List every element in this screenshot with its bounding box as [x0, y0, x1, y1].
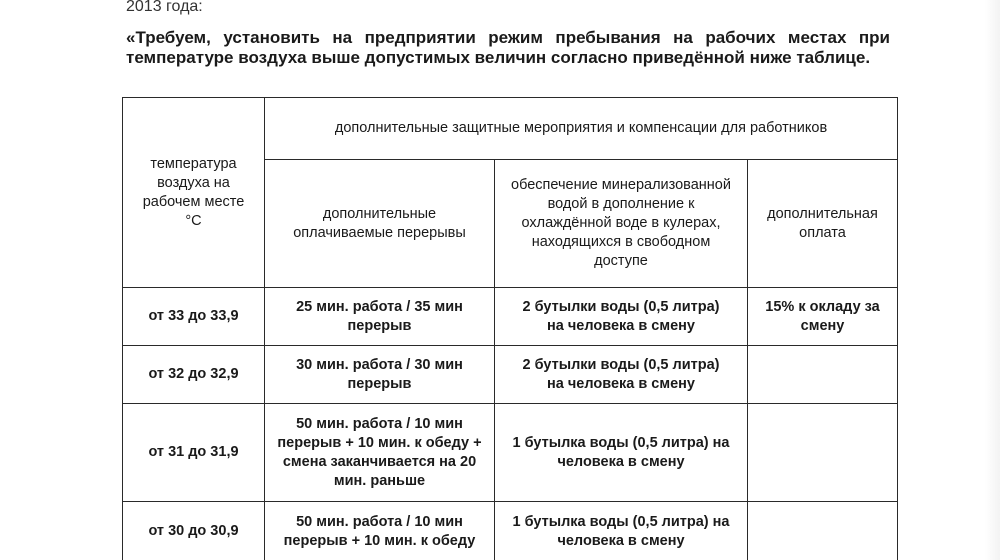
temp-cell: от 30 до 30,9 [123, 502, 265, 560]
table-header-row [123, 98, 898, 160]
date-fragment: 2013 года: [126, 0, 203, 15]
compensation-table [122, 97, 898, 560]
measures-group-header: дополнительные защитные мероприятия и компенсации для работников [265, 98, 898, 160]
table-row [123, 502, 898, 560]
pay-cell: 15% к окладу за смену [748, 288, 898, 346]
breaks-column-header: дополнительные оплачиваемые перерывы [265, 160, 495, 288]
breaks-cell: 30 мин. работа / 30 мин перерыв [265, 346, 495, 404]
pay-column-header: дополнительная оплата [748, 160, 898, 288]
breaks-cell: 25 мин. работа / 35 мин перерыв [265, 288, 495, 346]
pay-cell [748, 502, 898, 560]
table-row [123, 288, 898, 346]
water-cell: 1 бутылка воды (0,5 литра) на человека в смену [495, 502, 748, 560]
water-cell: 2 бутылки воды (0,5 литра) на человека в смену [495, 288, 748, 346]
table-row [123, 346, 898, 404]
temp-cell: от 31 до 31,9 [123, 404, 265, 502]
temp-column-header: температура воздуха на рабочем месте °С [123, 98, 265, 288]
water-cell: 2 бутылки воды (0,5 литра) на человека в смену [495, 346, 748, 404]
temp-cell: от 32 до 32,9 [123, 346, 265, 404]
water-column-header: обеспечение минерализованной водой в дополнение к охлаждённой воде в кулерах, находящихся в свободном доступе [495, 160, 748, 288]
page-edge-shade [985, 0, 1000, 560]
breaks-cell: 50 мин. работа / 10 мин перерыв + 10 мин. к обеду + смена заканчивается на 20 мин. раньше [265, 404, 495, 502]
pay-cell [748, 404, 898, 502]
table-row [123, 404, 898, 502]
temp-cell: от 33 до 33,9 [123, 288, 265, 346]
pay-cell [748, 346, 898, 404]
requirement-intro: «Требуем, установить на предприятии режим пребывания на рабочих местах при температуре воздуха выше допустимых величин согласно приведённой ниже таблице. [126, 28, 890, 67]
breaks-cell: 50 мин. работа / 10 мин перерыв + 10 мин. к обеду [265, 502, 495, 560]
water-cell: 1 бутылка воды (0,5 литра) на человека в смену [495, 404, 748, 502]
